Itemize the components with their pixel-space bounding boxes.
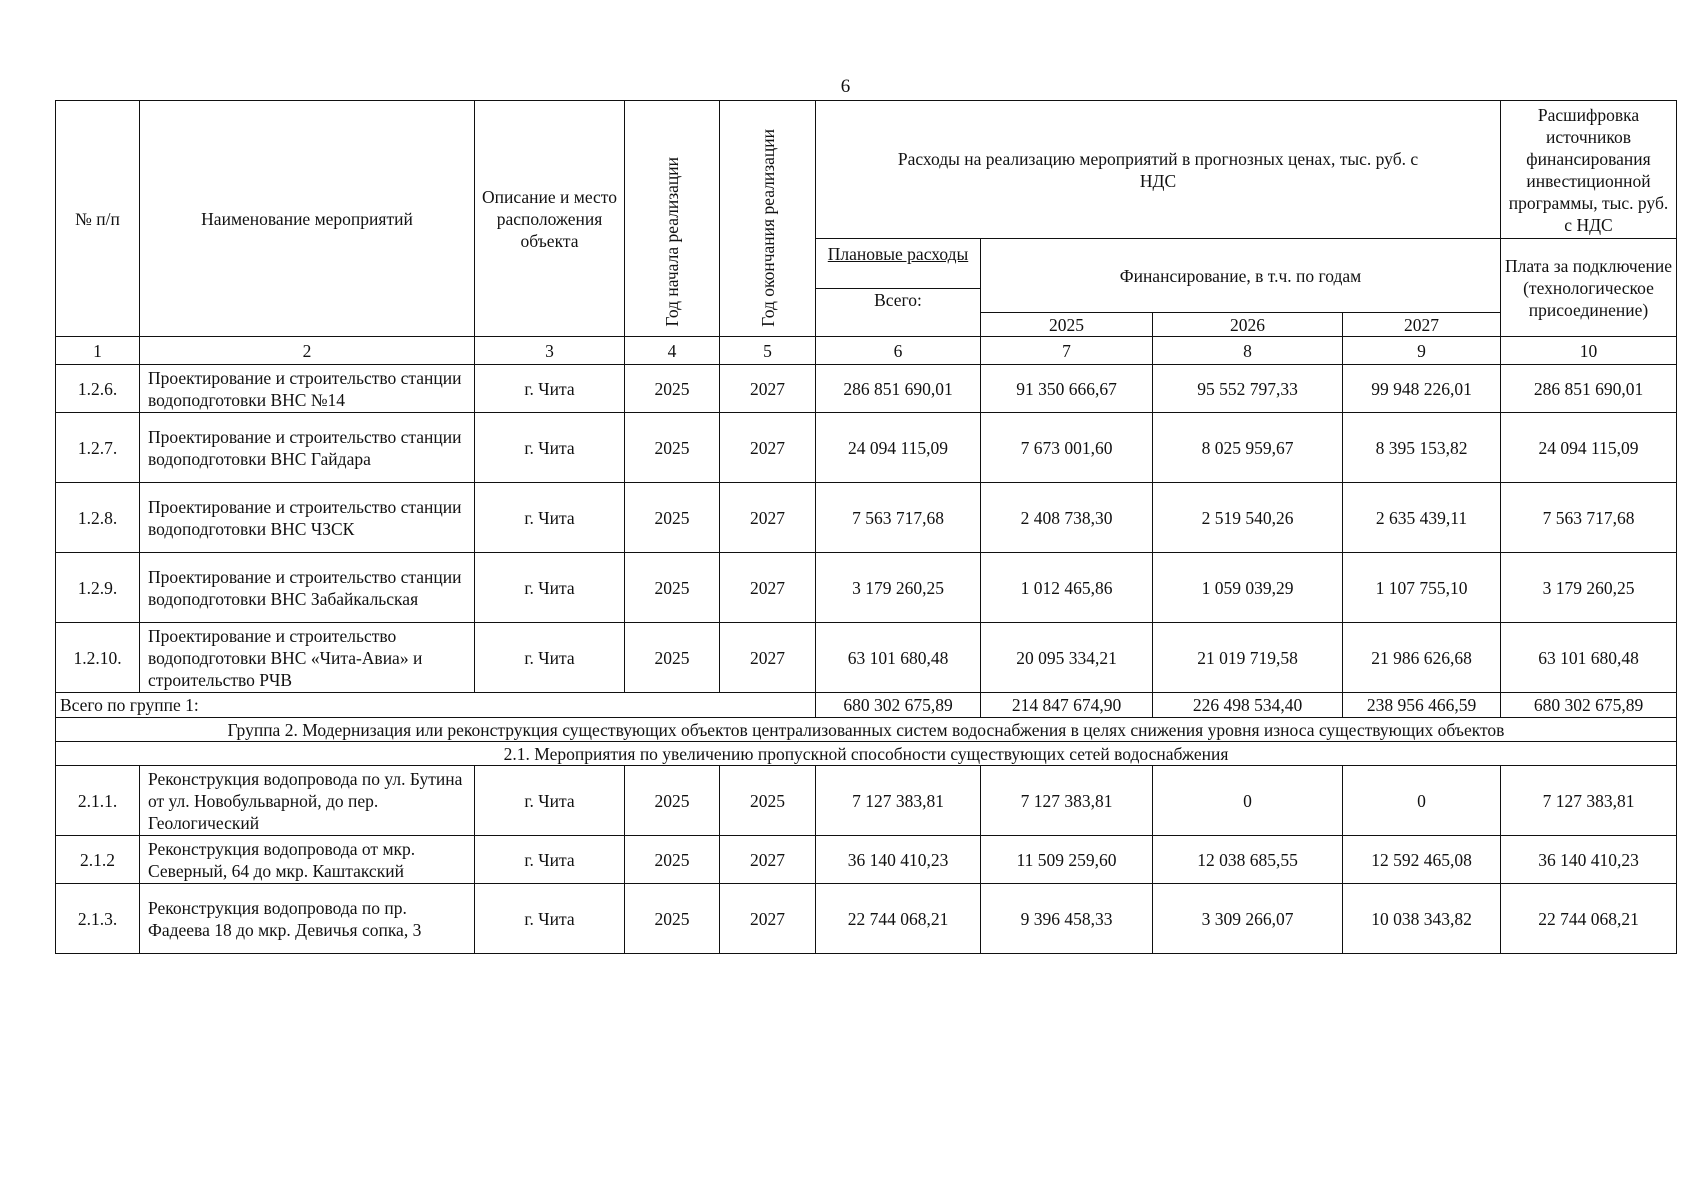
row-2027: 0: [1343, 766, 1501, 836]
row-2027: 12 592 465,08: [1343, 836, 1501, 884]
row-end-year: 2027: [720, 623, 816, 693]
column-number: 2: [140, 337, 475, 365]
row-fee: 7 127 383,81: [1501, 766, 1677, 836]
row-number: 2.1.2: [56, 836, 140, 884]
row-2025: 1 012 465,86: [981, 553, 1153, 623]
column-number: 8: [1153, 337, 1343, 365]
header-col-costs: Расходы на реализацию мероприятий в прогнозных ценах, тыс. руб. с НДС: [816, 101, 1501, 239]
row-name: Проектирование и строительство станции водоподготовки ВНС №14: [140, 365, 475, 413]
column-number: 5: [720, 337, 816, 365]
row-total: 63 101 680,48: [816, 623, 981, 693]
row-start-year: 2025: [625, 413, 720, 483]
row-place: г. Чита: [475, 884, 625, 954]
row-fee: 24 094 115,09: [1501, 413, 1677, 483]
column-number: 1: [56, 337, 140, 365]
header-planned: [816, 239, 981, 289]
row-total: 7 563 717,68: [816, 483, 981, 553]
header-year-2027: 2027: [1343, 313, 1501, 337]
header-col-name: Наименование мероприятий: [140, 101, 475, 337]
header-row: [56, 101, 1677, 239]
header-col-number: № п/п: [56, 101, 140, 337]
group-total-row: [56, 693, 1677, 718]
section-2-1-title: 2.1. Мероприятия по увеличению пропускной способности существующих сетей водоснабжения: [56, 742, 1677, 766]
row-2026: 12 038 685,55: [1153, 836, 1343, 884]
row-2026: 2 519 540,26: [1153, 483, 1343, 553]
group-title-row: [56, 718, 1677, 742]
table-row: [56, 553, 1677, 623]
group-total-label: Всего по группе 1:: [56, 693, 816, 718]
section-title-row: [56, 742, 1677, 766]
header-planned-label: Плановые расходы: [827, 244, 969, 264]
row-name: Реконструкция водопровода от мкр. Северный, 64 до мкр. Каштакский: [140, 836, 475, 884]
row-name: Реконструкция водопровода по ул. Бутина от ул. Новобульварной, до пер. Геологический: [140, 766, 475, 836]
row-start-year: 2025: [625, 836, 720, 884]
row-2026: 0: [1153, 766, 1343, 836]
table-row: [56, 413, 1677, 483]
table-row: [56, 483, 1677, 553]
table-row: [56, 836, 1677, 884]
header-col-end-year-label: Год окончания реализации: [757, 128, 778, 327]
row-total: 22 744 068,21: [816, 884, 981, 954]
row-number: 1.2.9.: [56, 553, 140, 623]
column-number: 3: [475, 337, 625, 365]
investment-program-table: [55, 100, 1677, 954]
header-financing: Финансирование, в т.ч. по годам: [981, 239, 1501, 313]
row-name: Проектирование и строительство водоподготовки ВНС «Чита-Авиа» и строительство РЧВ: [140, 623, 475, 693]
row-2027: 21 986 626,68: [1343, 623, 1501, 693]
row-start-year: 2025: [625, 483, 720, 553]
group-total-2025: 214 847 674,90: [981, 693, 1153, 718]
column-number: 4: [625, 337, 720, 365]
row-place: г. Чита: [475, 623, 625, 693]
row-2027: 2 635 439,11: [1343, 483, 1501, 553]
row-name: Реконструкция водопровода по пр. Фадеева 18 до мкр. Девичья сопка, 3: [140, 884, 475, 954]
row-place: г. Чита: [475, 483, 625, 553]
row-place: г. Чита: [475, 365, 625, 413]
row-fee: 7 563 717,68: [1501, 483, 1677, 553]
row-2025: 9 396 458,33: [981, 884, 1153, 954]
column-number: 9: [1343, 337, 1501, 365]
row-name: Проектирование и строительство станции водоподготовки ВНС ЧЗСК: [140, 483, 475, 553]
row-2026: 8 025 959,67: [1153, 413, 1343, 483]
row-number: 1.2.8.: [56, 483, 140, 553]
row-end-year: 2025: [720, 766, 816, 836]
row-end-year: 2027: [720, 413, 816, 483]
row-2026: 1 059 039,29: [1153, 553, 1343, 623]
row-2026: 3 309 266,07: [1153, 884, 1343, 954]
row-end-year: 2027: [720, 365, 816, 413]
row-total: 7 127 383,81: [816, 766, 981, 836]
table-row: [56, 766, 1677, 836]
row-number: 2.1.1.: [56, 766, 140, 836]
row-total: 286 851 690,01: [816, 365, 981, 413]
row-number: 1.2.6.: [56, 365, 140, 413]
row-fee: 22 744 068,21: [1501, 884, 1677, 954]
row-total: 24 094 115,09: [816, 413, 981, 483]
row-end-year: 2027: [720, 836, 816, 884]
header-fee: Плата за подключение (технологическое присоединение): [1501, 239, 1677, 337]
row-fee: 3 179 260,25: [1501, 553, 1677, 623]
group-total-fee: 680 302 675,89: [1501, 693, 1677, 718]
group-2-title: Группа 2. Модернизация или реконструкция существующих объектов централизованных систем водоснабжения в целях снижения уровня износа существующих объектов: [56, 718, 1677, 742]
row-name: Проектирование и строительство станции водоподготовки ВНС Забайкальская: [140, 553, 475, 623]
row-fee: 286 851 690,01: [1501, 365, 1677, 413]
column-number: 7: [981, 337, 1153, 365]
header-col-sources: Расшифровка источников финансирования инвестиционной программы, тыс. руб. с НДС: [1501, 101, 1677, 239]
row-number: 2.1.3.: [56, 884, 140, 954]
row-2025: 20 095 334,21: [981, 623, 1153, 693]
header-col-end-year: [720, 101, 816, 337]
row-start-year: 2025: [625, 623, 720, 693]
row-2027: 99 948 226,01: [1343, 365, 1501, 413]
row-fee: 36 140 410,23: [1501, 836, 1677, 884]
table-row: [56, 884, 1677, 954]
group-total-2027: 238 956 466,59: [1343, 693, 1501, 718]
page-number: 6: [840, 76, 851, 97]
row-fee: 63 101 680,48: [1501, 623, 1677, 693]
row-2026: 21 019 719,58: [1153, 623, 1343, 693]
column-number: 10: [1501, 337, 1677, 365]
column-number: 6: [816, 337, 981, 365]
row-total: 3 179 260,25: [816, 553, 981, 623]
row-name: Проектирование и строительство станции водоподготовки ВНС Гайдара: [140, 413, 475, 483]
header-total: Всего:: [816, 289, 981, 337]
row-start-year: 2025: [625, 365, 720, 413]
row-2027: 1 107 755,10: [1343, 553, 1501, 623]
row-place: г. Чита: [475, 553, 625, 623]
row-2025: 2 408 738,30: [981, 483, 1153, 553]
row-2025: 7 673 001,60: [981, 413, 1153, 483]
row-place: г. Чита: [475, 766, 625, 836]
row-end-year: 2027: [720, 483, 816, 553]
table-row: [56, 365, 1677, 413]
row-end-year: 2027: [720, 884, 816, 954]
row-total: 36 140 410,23: [816, 836, 981, 884]
row-2027: 10 038 343,82: [1343, 884, 1501, 954]
row-number: 1.2.10.: [56, 623, 140, 693]
row-2026: 95 552 797,33: [1153, 365, 1343, 413]
row-start-year: 2025: [625, 553, 720, 623]
header-year-2025: 2025: [981, 313, 1153, 337]
header-col-description: Описание и место расположения объекта: [475, 101, 625, 337]
row-number: 1.2.7.: [56, 413, 140, 483]
row-2025: 11 509 259,60: [981, 836, 1153, 884]
group-total-2026: 226 498 534,40: [1153, 693, 1343, 718]
group-total-sum: 680 302 675,89: [816, 693, 981, 718]
row-end-year: 2027: [720, 553, 816, 623]
row-place: г. Чита: [475, 413, 625, 483]
row-2025: 7 127 383,81: [981, 766, 1153, 836]
table-row: [56, 623, 1677, 693]
row-2027: 8 395 153,82: [1343, 413, 1501, 483]
row-place: г. Чита: [475, 836, 625, 884]
row-start-year: 2025: [625, 766, 720, 836]
header-col-start-year-label: Год начала реализации: [662, 156, 682, 327]
header-year-2026: 2026: [1153, 313, 1343, 337]
column-numbers-row: [56, 337, 1677, 365]
header-col-start-year: [625, 101, 720, 337]
row-start-year: 2025: [625, 884, 720, 954]
row-2025: 91 350 666,67: [981, 365, 1153, 413]
